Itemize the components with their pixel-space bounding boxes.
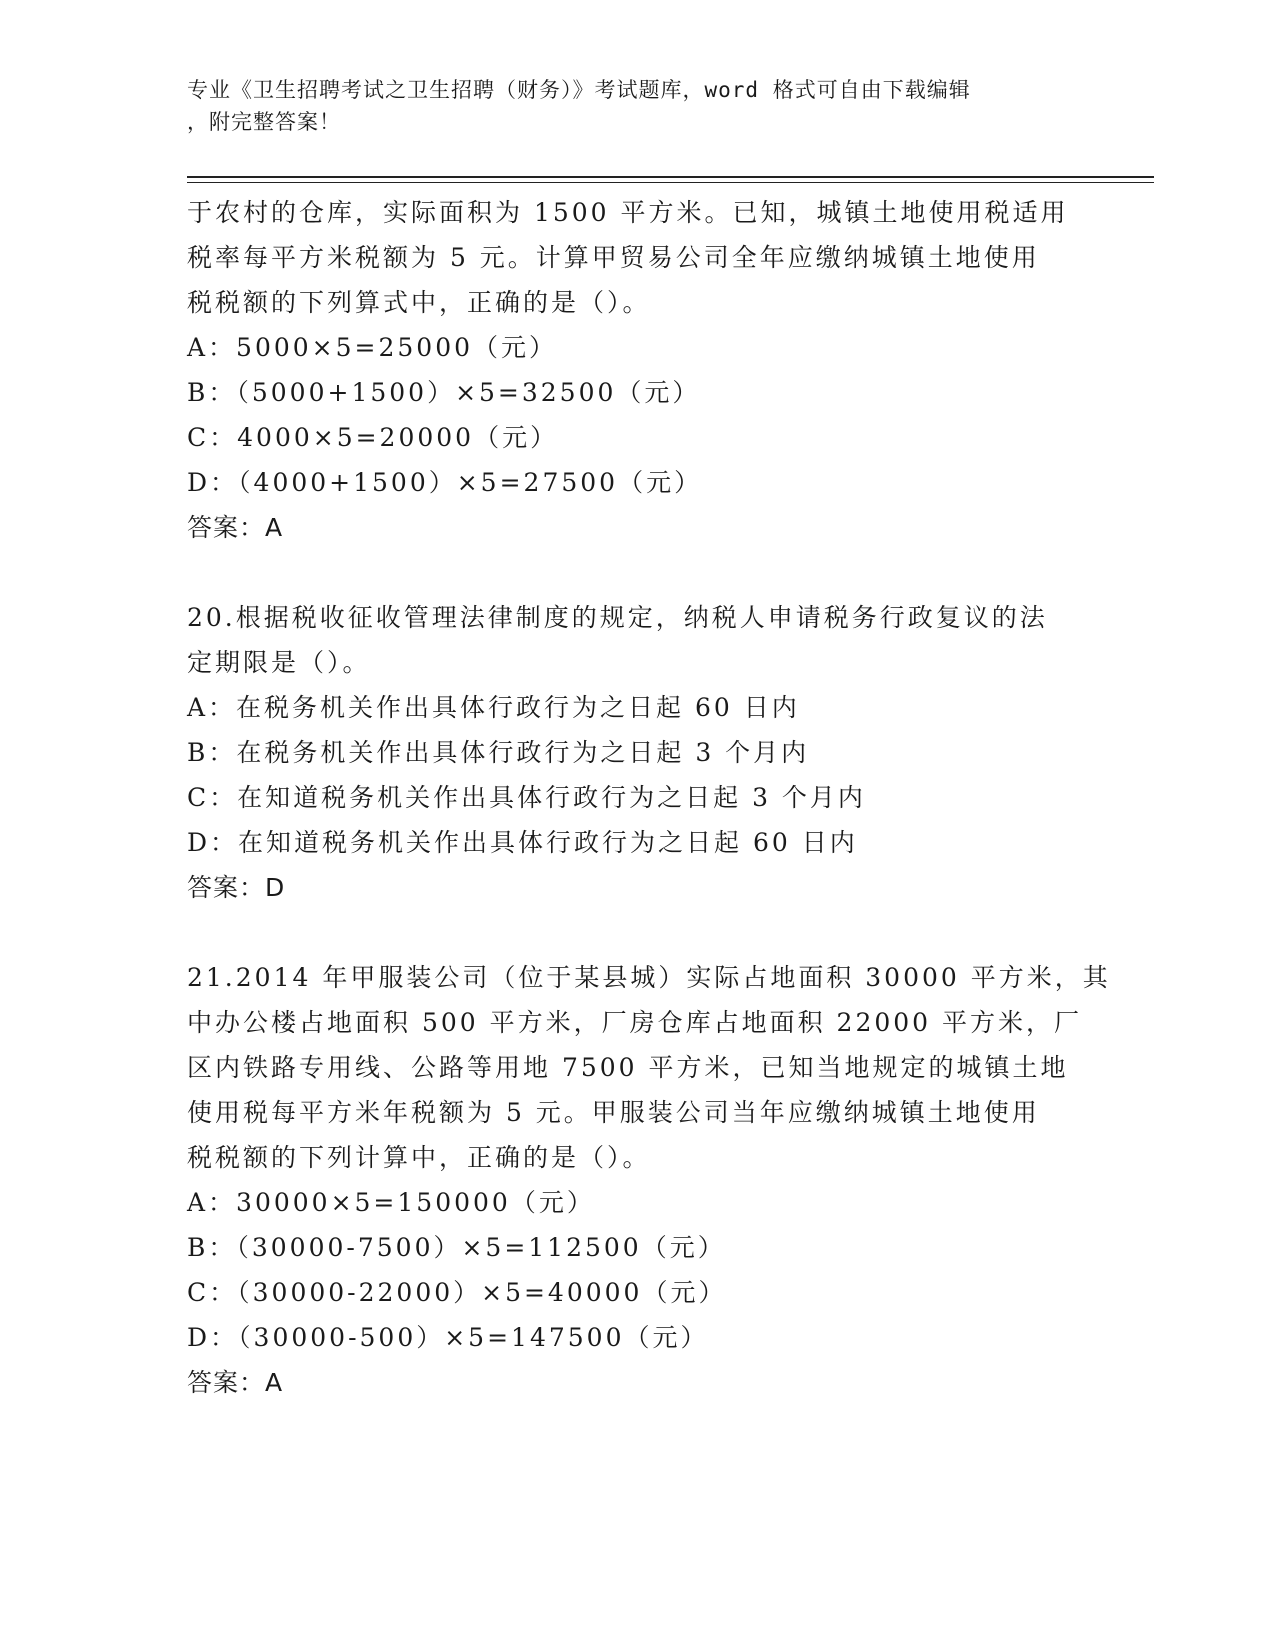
option-a: A：30000×5=150000（元） (187, 1188, 595, 1217)
page-header (187, 74, 1067, 138)
option-c: C：（30000-22000）×5=40000（元） (187, 1278, 727, 1307)
question-stem-line: 21.2014 年甲服装公司（位于某县城）实际占地面积 30000 平方米，其 (187, 963, 1111, 992)
option-c: C：4000×5=20000（元） (187, 423, 559, 452)
question-stem-line: 税税额的下列计算中，正确的是（）。 (187, 1143, 651, 1172)
header-rule-thick (187, 176, 1154, 178)
option-b: B：（5000+1500）×5=32500（元） (187, 378, 701, 407)
option-d: D：（30000-500）×5=147500（元） (187, 1323, 709, 1352)
answer-label: 答案：D (187, 873, 286, 902)
question-20 (187, 595, 1087, 910)
question-stem-line: 于农村的仓库，实际面积为 1500 平方米。已知，城镇土地使用税适用 (187, 198, 1069, 227)
option-b: B：在税务机关作出具体行政行为之日起 3 个月内 (187, 738, 810, 767)
question-stem-line: 20.根据税收征收管理法律制度的规定，纳税人申请税务行政复议的法 (187, 603, 1048, 632)
header-rule-thin (187, 182, 1154, 183)
spacer (187, 910, 1087, 955)
option-d: D：（4000+1500）×5=27500（元） (187, 468, 703, 497)
header-line-2: ，附完整答案！ (187, 110, 341, 134)
question-stem-line: 税率每平方米税额为 5 元。计算甲贸易公司全年应缴纳城镇土地使用 (187, 243, 1040, 272)
question-stem-line: 中办公楼占地面积 500 平方米，厂房仓库占地面积 22000 平方米，厂 (187, 1008, 1083, 1037)
option-b: B：（30000-7500）×5=112500（元） (187, 1233, 726, 1262)
option-a: A：5000×5=25000（元） (187, 333, 558, 362)
question-content (187, 190, 1111, 1405)
answer-label: 答案：A (187, 1368, 284, 1397)
question-19 (187, 190, 1087, 550)
question-stem-line: 区内铁路专用线、公路等用地 7500 平方米，已知当地规定的城镇土地 (187, 1053, 1069, 1082)
question-stem-line: 税税额的下列算式中，正确的是（）。 (187, 288, 651, 317)
header-line-1: 专业《卫生招聘考试之卫生招聘（财务）》考试题库，word 格式可自由下载编辑 (187, 78, 971, 102)
option-d: D：在知道税务机关作出具体行政行为之日起 60 日内 (187, 828, 858, 857)
question-stem-line: 定期限是（）。 (187, 648, 371, 677)
option-c: C：在知道税务机关作出具体行政行为之日起 3 个月内 (187, 783, 866, 812)
question-stem-line: 使用税每平方米年税额为 5 元。甲服装公司当年应缴纳城镇土地使用 (187, 1098, 1040, 1127)
question-21 (187, 955, 1111, 1405)
option-a: A：在税务机关作出具体行政行为之日起 60 日内 (187, 693, 800, 722)
spacer (187, 550, 1087, 595)
answer-label: 答案：A (187, 513, 284, 542)
